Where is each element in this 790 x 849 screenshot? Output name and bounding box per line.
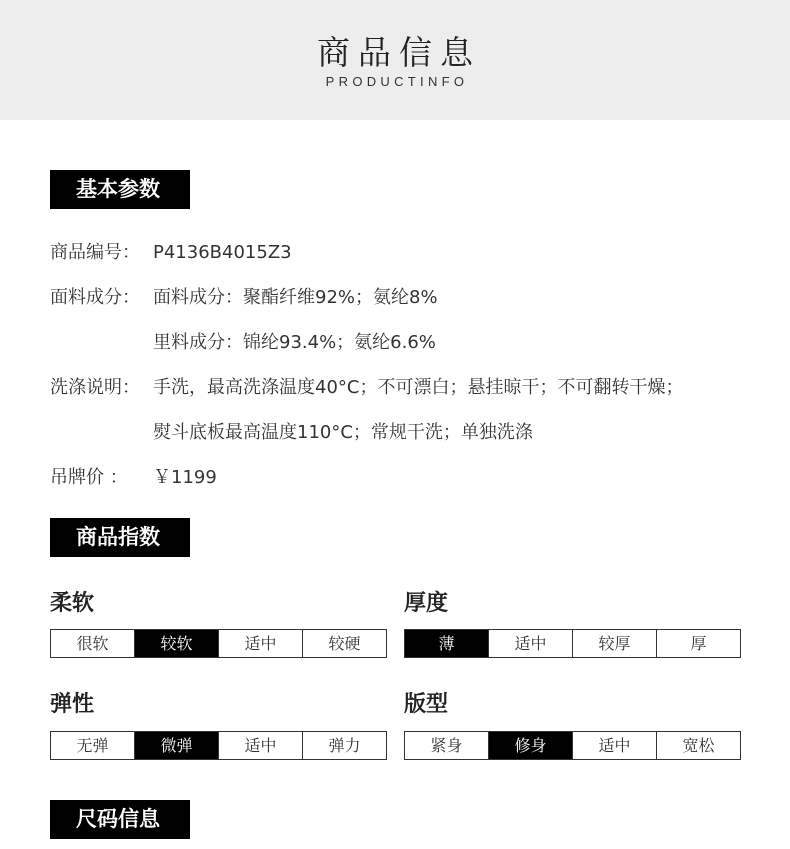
section-size-info: 尺码信息 <box>50 800 190 839</box>
elasticity-scale <box>50 731 387 760</box>
fit-option: 宽松 <box>682 736 715 755</box>
wash-label: 洗涤说明： <box>50 377 140 398</box>
softness-option: 适中 <box>219 630 303 657</box>
fit-option: 紧身 <box>405 732 489 759</box>
section-basic-params: 基本参数 <box>50 170 190 209</box>
elasticity-title: 弹性 <box>50 692 95 717</box>
elasticity-option: 无弹 <box>51 732 135 759</box>
elasticity-option: 适中 <box>219 732 303 759</box>
section-product-index: 商品指数 <box>50 518 190 557</box>
fabric-label: 面料成分： <box>50 287 140 308</box>
softness-scale <box>50 629 387 658</box>
fit-option-selected: 修身 <box>489 732 573 759</box>
lining-value: 里料成分：锦纶93.4%；氨纶6.6% <box>153 332 436 353</box>
price-row <box>50 463 217 489</box>
thickness-scale <box>404 629 741 658</box>
thickness-option: 厚 <box>690 634 707 653</box>
wash-line-2: 熨斗底板最高温度110°C；常规干洗；单独洗涤 <box>153 422 533 443</box>
softness-title: 柔软 <box>50 591 95 616</box>
thickness-option: 较厚 <box>573 630 657 657</box>
elasticity-option: 弹力 <box>328 736 361 755</box>
thickness-option: 适中 <box>489 630 573 657</box>
fabric-row <box>50 283 438 309</box>
softness-option: 较硬 <box>328 634 361 653</box>
product-code-value: P4136B4015Z3 <box>153 242 292 263</box>
page-subtitle: PRODUCTINFO <box>325 74 469 89</box>
price-value: ￥1199 <box>153 467 217 488</box>
price-label: 吊牌价 ： <box>50 467 128 488</box>
thickness-option-selected: 薄 <box>405 630 489 657</box>
product-code-label: 商品编号： <box>50 242 140 263</box>
page-title: 商品信息 <box>317 33 481 72</box>
wash-row <box>50 373 683 399</box>
page-header <box>0 0 790 120</box>
thickness-title: 厚度 <box>404 591 449 616</box>
product-code-row <box>50 238 292 264</box>
fit-option: 适中 <box>573 732 657 759</box>
softness-option: 很软 <box>51 630 135 657</box>
fit-scale <box>404 731 741 760</box>
fabric-value: 面料成分：聚酯纤维92%；氨纶8% <box>153 287 438 308</box>
elasticity-option-selected: 微弹 <box>135 732 219 759</box>
softness-option-selected: 较软 <box>135 630 219 657</box>
fit-title: 版型 <box>404 692 449 717</box>
wash-line-1: 手洗，最高洗涤温度40°C；不可漂白；悬挂晾干；不可翻转干燥； <box>153 377 684 398</box>
